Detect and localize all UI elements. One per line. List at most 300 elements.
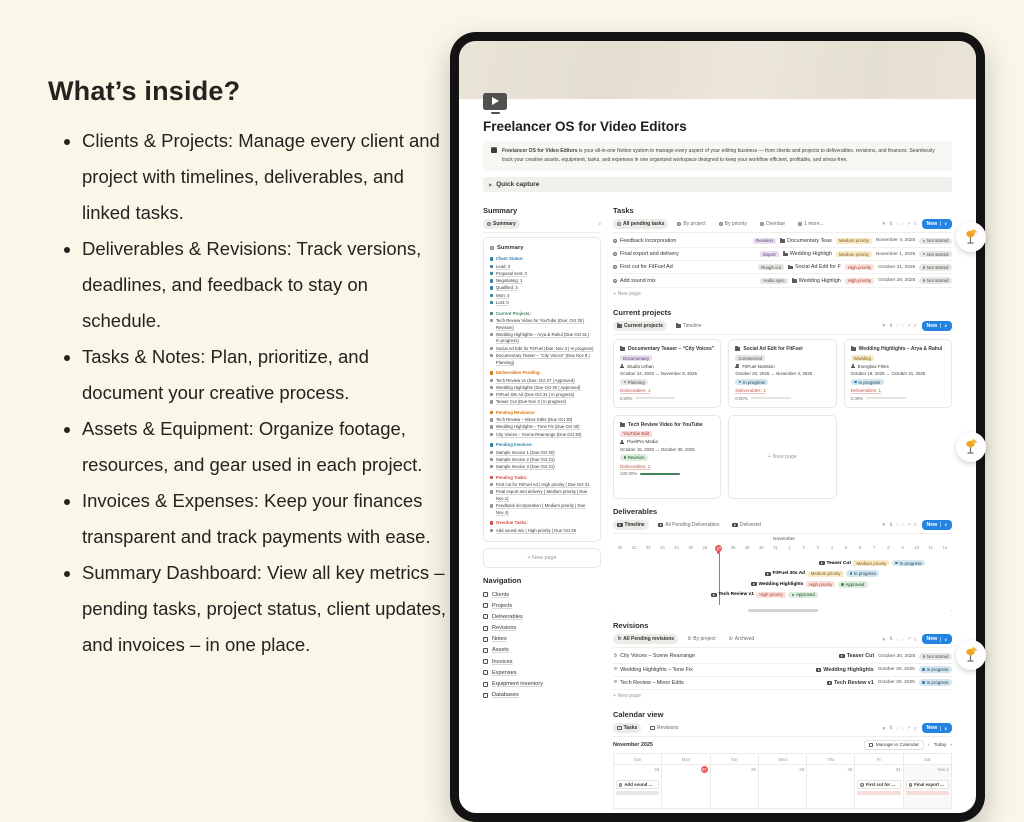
new-button[interactable]: New ∨ [922,723,952,733]
client-icon [851,364,855,368]
view-icon [798,222,802,226]
callout-text: Freelancer OS for Video Editors is your all-in-one Notion system to manage every aspect of your editing business — from clients and projects to deliverables, revisions, and finances. Seamlessly track your creative assets, equipment, tasks, and expenses in one organized workspace designed to keep your workflow efficient, profitable, and stress-free. [502,148,935,163]
more-options-icon[interactable]: ≡ [598,221,601,226]
revisions-heading: Revisions [613,620,649,630]
calendar-cell[interactable] [662,765,710,809]
summary-heading: Summary [483,205,518,215]
line-icon [490,393,493,396]
calendar-date: 28 [750,767,756,773]
due-date: October 31, 2025 [878,264,916,270]
priority-tag: High priority [756,592,785,598]
feature-list-item: • Clients & Projects: Manage every client and project with timelines, deliverables, and linked tasks. [82,123,448,231]
status-pill: In progress [892,560,925,567]
db-control-icon[interactable]: ⇅ [889,725,893,731]
timeline-day: 23 [660,544,665,550]
db-control-icon[interactable]: ⇅ [889,636,893,642]
progress-percent: 0.00% [735,395,748,401]
chevron-down-icon[interactable]: ∨ [940,637,947,642]
revision-row[interactable]: ↻ City Voices – Scene Rearrange Teaser Cut October 30, 2025 Not started [613,650,952,663]
db-control-icon[interactable]: ⇅ [889,521,893,527]
db-control-icon[interactable]: ○ [901,323,904,329]
new-button[interactable]: New ∨ [922,321,952,331]
project-type-tag: Documentary [620,355,652,361]
task-type-tag: Export [760,251,779,257]
task-row[interactable]: Final export and delivery Export Wedding Highligh Medium priority November 1, 2025 Not started [613,248,952,261]
line-icon [490,521,493,524]
nav-item[interactable]: Clients [483,589,601,600]
priority-tag: High priority [845,264,874,270]
db-control-icon[interactable]: ▼ [881,323,887,329]
timeline-scrollbar[interactable] [613,608,952,613]
page-icon-monitor-play [483,93,507,110]
deliverable-icon [839,654,845,658]
task-row[interactable]: Feedback incorporation Revision Documentary Teas Medium priority November 4, 2025 Not started [613,235,952,248]
calendar-day-header: Fri [855,754,903,765]
project-type-tag: Commercial [735,355,764,361]
view-icon [617,324,622,328]
status-dot [850,572,853,575]
timeline-day: 22 [645,544,651,550]
deliverables-timeline[interactable] [613,537,952,613]
calendar-event[interactable]: Add sound ... [616,780,659,789]
progress-bar [751,397,791,399]
status-dot [923,253,926,256]
new-page-card[interactable]: + New page [483,548,601,568]
db-control-icon[interactable]: ↗ [907,322,911,328]
nav-item-icon [483,603,488,608]
feature-list [48,123,448,663]
feature-list-item: • Summary Dashboard: View all key metrics – pending tasks, project status, client updates, and invoices – in one place. [82,555,448,663]
deliverable-icon [711,593,717,597]
timeline-day: 24 [674,544,679,550]
timeline-bar[interactable]: Teaser Cut Medium priority In progress [819,559,952,568]
timeline-day: 2 [802,544,805,550]
notion-screen [459,41,976,813]
project-card[interactable]: Social Ad Edit for FitFuel Commercial FitFuel Nutrition October 20, 2025 → November 3, 2025 In progress Deliverables: 1 0.00% [728,339,836,408]
toggle-arrow-icon[interactable]: ▶ [489,181,493,187]
event-icon [619,783,622,786]
db-control-icon[interactable]: ≡ [913,221,917,227]
nav-item-icon [483,626,488,631]
summary-line: Pending Revisions: [490,410,594,417]
view-icon [760,222,764,226]
project-card[interactable]: Documentary Teaser – “City Voices” Documentary Studio Urban October 24, 2025 → November 8, 2025 Planning Deliverables: 1 0.00% [613,339,721,408]
db-control-icon[interactable]: ↑ [895,221,899,227]
new-page-row[interactable]: + New page [613,692,641,699]
db-control-icon[interactable]: ↑ [895,522,899,528]
nav-item[interactable]: Databases [483,690,601,701]
feature-list-item: • Invoices & Expenses: Keep your finances transparent and track payments with ease. [82,483,448,555]
line-icon [490,301,493,304]
view-icon [676,324,681,328]
nav-item[interactable]: Deliverables [483,611,601,622]
line-icon [490,476,493,479]
feature-list-item: • Deliverables & Revisions: Track versions, deadlines, and feedback to stay on schedule. [82,231,448,339]
revisions-view-tab[interactable]: ↻ All Pending revisions [613,634,678,644]
calendar-event[interactable]: First cut for ... [857,780,900,789]
nav-item-icon [483,682,488,687]
summary-line: Deliverables Pending: [490,370,594,377]
view-icon [719,222,723,226]
db-control-icon[interactable]: ↗ [907,220,911,226]
projects-heading: Current projects [613,307,672,317]
calendar-date: 30 [847,767,853,773]
db-control-icon[interactable]: ↗ [907,725,911,731]
event-icon [909,783,912,786]
scrollbar-thumb[interactable] [748,609,818,612]
status-dot [739,381,742,384]
chevron-down-icon[interactable]: ∨ [940,726,947,731]
nav-item-icon [483,693,488,698]
nav-item[interactable]: Projects [483,600,601,611]
tasks-view-tab[interactable]: By project [673,219,709,229]
calendar-day-header: Thu [807,754,855,765]
new-button[interactable]: New ∨ [922,634,952,644]
deliverables-toolbar [613,520,952,534]
status-dot [854,381,857,384]
feature-list-item: • Tasks & Notes: Plan, prioritize, and document your creative process. [82,339,448,411]
status-pill: In progress [919,666,952,673]
summary-line: Sample Invoice 2 (Due Oct 31) [490,457,594,464]
calendar-cell[interactable] [904,765,952,809]
line-icon [490,490,493,493]
nav-item-icon [483,592,488,597]
priority-tag: High priority [806,581,835,587]
calendar-cell[interactable] [711,765,759,809]
new-page-card[interactable]: + New page [728,415,836,499]
projects-view-tab[interactable]: Current projects [613,321,667,331]
deliverables-count: Deliverables: 1 [850,387,882,393]
timeline-day: 31 [773,544,778,550]
project-card[interactable]: Tech Review Video for YouTube YouTube Edit PixelPro Media October 15, 2025 → October 30, 2025 Revision Deliverables: 2 100.00% [613,415,721,499]
status-pill: In progress [735,379,768,386]
db-control-icon[interactable]: ○ [901,522,904,528]
whats-inside-panel [48,76,448,663]
deliverables-view-tab[interactable]: All Pending Deliverables [654,520,724,530]
calendar-cell[interactable] [855,765,903,809]
summary-line: Negotiating: 1 [490,278,594,285]
timeline-day: 6 [858,544,862,550]
nav-item[interactable]: Invoices [483,656,601,667]
task-icon [613,265,617,269]
summary-line: Current Projects: [490,311,594,318]
db-control-icon[interactable]: ○ [901,636,904,642]
status-pill: In progress [846,570,879,577]
timeline-day: 27 [716,545,722,551]
status-pill: In progress [851,379,884,386]
summary-line: Sample Invoice 1 (Due Oct 30) [490,450,594,457]
deliverable-icon [751,582,757,586]
notion-page-title: Freelancer OS for Video Editors [483,119,687,134]
progress-bar [866,397,906,399]
view-icon [677,222,681,226]
calendar-icon [869,743,874,747]
line-icon [490,433,493,436]
timeline-month-label: November [773,536,796,542]
revisions-toolbar [613,634,952,648]
bird-badge [956,640,986,670]
calendar-view-tab[interactable]: Revisions [646,723,682,733]
tasks-view-tab[interactable]: 1 more... [794,219,828,229]
view-icon [729,637,733,642]
line-icon [490,465,493,468]
progress-bar [640,473,680,475]
status-dot [922,668,925,671]
db-control-icon[interactable]: ○ [901,221,904,227]
project-type-tag: YouTube Edit [620,431,652,437]
projects-toolbar [613,321,952,335]
db-control-icon[interactable]: ▼ [881,725,887,731]
view-icon [617,523,623,527]
line-icon [490,529,493,532]
calendar-event[interactable]: Final export ... [906,780,949,789]
manage-in-calendar-button[interactable]: Manage in Calendar [864,740,924,750]
summary-line: Wedding Highlights – Tone Fix (Due Oct 30) [490,424,594,431]
nav-item[interactable]: Notes [483,634,601,645]
client-icon [735,364,739,368]
calendar-toolbar [613,723,952,737]
folder-icon [851,347,856,351]
db-control-icon[interactable]: ⇅ [889,322,893,328]
tasks-view-tab[interactable]: By priority [715,219,751,229]
line-icon [490,411,493,414]
deliverables-count: Deliverables: 2 [620,463,651,469]
revisions-view-tab[interactable]: ↻ Archived [725,634,759,644]
folder-icon [620,347,625,351]
timeline-day-numbers [613,545,952,552]
tab-summary[interactable]: Summary [483,219,520,229]
db-control-icon[interactable]: ≡ [913,323,917,329]
due-date: November 1, 2025 [875,251,916,257]
db-control-icon[interactable]: ≡ [913,725,917,731]
revisions-view-tab[interactable]: ↻ By project [683,634,719,644]
db-control-icon[interactable]: ⇅ [889,220,893,226]
calendar-date: 31 [895,767,901,773]
db-control-icon[interactable]: ≡ [913,522,917,528]
timeline-day: 25 [688,544,694,550]
client-icon [620,440,624,444]
intro-callout [483,141,952,171]
db-control-icon[interactable]: ↗ [907,521,911,527]
feature-list-item: • Assets & Equipment: Organize footage, resources, and gear used in each project. [82,411,448,483]
priority-tag: Medium priority [836,251,872,257]
line-icon [490,386,493,389]
task-type-tag: Revision [753,238,776,244]
summary-line: Tech Review – Minor Edits (Due Oct 30) [490,417,594,424]
project-card[interactable]: Wedding Highlights – Arya & Rahul Wedding Everglow Films October 18, 2025 → October 31, 2025 In progress Deliverables: 1 0.00% [844,339,952,408]
nav-item[interactable]: Assets [483,645,601,656]
summary-card[interactable] [483,237,601,542]
folder-icon [792,279,797,283]
line-icon [490,333,493,336]
priority-tag: High priority [845,278,874,284]
priority-tag: Medium priority [853,560,889,566]
page-cover-image [459,41,976,99]
calendar-day-header: Sat [904,754,952,765]
tasks-view-tab[interactable]: Overdue [756,219,789,229]
timeline-day: 26 [702,544,708,550]
new-button[interactable]: New ∨ [922,219,952,229]
task-row[interactable]: First cut for FitFuel Ad Rough cut Social Ad Edit for F High priority October 31, 2025 Not started [613,261,952,274]
navigation-heading: Navigation [483,575,522,585]
calendar-cell[interactable] [759,765,807,809]
line-icon [490,504,493,507]
line-icon [490,265,493,268]
db-control-icon[interactable]: ≡ [913,636,917,642]
quick-capture-toggle[interactable]: ▶ Quick capture [483,177,952,192]
deliverable-icon [827,681,833,685]
line-icon [490,294,493,297]
deliverable-icon [819,561,825,565]
db-control-icon[interactable]: ↑ [895,323,899,329]
view-icon [650,726,655,730]
nav-item[interactable]: Revisions [483,623,601,634]
view-icon [617,222,621,226]
calendar-day-header: Mon [662,754,710,765]
line-icon [490,418,493,421]
timeline-day: 20 [617,544,623,550]
bird-icon [961,227,981,247]
bird-icon [961,437,981,457]
deliverables-view-tab[interactable]: Delivered [728,520,765,530]
summary-line: FitFuel 30s Ad (Due Oct 31 | In progress) [490,392,594,399]
revision-row[interactable]: ↻ Tech Review – Minor Edits Tech Review v1 October 30, 2025 In progress [613,677,952,690]
db-control-icon[interactable]: ▼ [881,221,887,227]
timeline-day: 12 [942,544,948,550]
progress-percent: 0.00% [620,395,633,401]
deliverables-count: Deliverables: 1 [735,387,766,393]
date-range: October 18, 2025 → October 31, 2025 [850,371,926,377]
deliverables-count: Deliverables: 1 [620,387,651,393]
calendar-cell[interactable] [614,765,662,809]
line-icon [490,354,493,357]
summary-line: Client Status: [490,256,594,263]
revision-icon [613,680,617,685]
chevron-down-icon[interactable]: ∨ [940,522,947,527]
summary-icon [490,246,494,250]
status-pill: Approved [838,581,868,588]
tasks-view-tab[interactable]: All pending tasks [613,219,668,229]
status-pill: Not started [919,277,952,284]
today-button[interactable]: Today [933,742,947,748]
timeline-bar[interactable]: Tech Review v1 High priority Approved [711,590,952,599]
task-icon [613,239,617,243]
db-control-icon[interactable]: ↗ [907,636,911,642]
db-control-icon[interactable]: ↑ [895,725,899,731]
due-date: November 4, 2025 [875,238,916,244]
summary-line: Overdue Tasks: [490,520,594,527]
summary-line: Proposal sent: 0 [490,271,594,278]
timeline-bar[interactable]: FitFuel 30s Ad Medium priority In progress [765,569,952,578]
timeline-day: 28 [730,544,736,550]
folder-icon [780,239,785,243]
folder-icon [620,423,625,427]
calendar-date: Nov 1 [937,767,949,773]
chevron-down-icon[interactable]: ∨ [940,221,947,226]
folder-icon [735,347,740,351]
revision-row[interactable]: ↻ Wedding Highlights – Tone Fix Wedding Highlights October 30, 2025 In progress [613,664,952,677]
summary-line: Tech Review Video for YouTube (Due: Oct 30 | Revision) [490,318,594,331]
prev-month-icon[interactable]: ‹ [927,742,930,748]
due-date: October 30, 2025 [878,653,916,659]
summary-line: Final export and delivery ( Medium priority | Due Nov 1) [490,489,594,502]
db-control-icon[interactable]: ○ [901,725,904,731]
summary-line: Sample Invoice 3 (Due Oct 31) [490,464,594,471]
task-row[interactable]: Add sound mix Audio sync Wedding Highligh High priority October 26, 2025 Not started [613,274,952,287]
line-icon [490,400,493,403]
calendar-event-stub [857,791,900,796]
next-month-icon[interactable]: › [950,742,952,748]
page-title: What’s inside? [48,76,241,106]
nav-item[interactable]: Expenses [483,667,601,678]
deliverables-view-tab[interactable]: Timeline [613,520,649,530]
bird-badge [956,222,986,252]
nav-item[interactable]: Equipment inventory [483,678,601,689]
status-pill: Not started [919,653,952,660]
summary-line: City Voices – Scene Rearrange (Due Oct 30) [490,432,594,439]
view-icon [687,637,691,642]
folder-icon [788,266,793,270]
calendar-cell[interactable] [807,765,855,809]
summary-line: Lost: 0 [490,300,594,307]
tasks-heading: Tasks [613,205,634,215]
line-icon [490,379,493,382]
task-icon [613,279,617,283]
timeline-day: 29 [744,544,750,550]
calendar-day-header: Sun [614,754,662,765]
timeline-day: 21 [631,544,637,550]
clapperboard-icon [491,148,497,153]
summary-line: Add sound mix | High priority | Due Oct 26 [490,528,594,535]
summary-line: Teaser Cut (Due Nov 3 | In progress) [490,399,594,406]
scroll-right-icon[interactable]: › [950,607,952,613]
calendar-view-tab[interactable]: Tasks [613,723,641,733]
nav-item-icon [483,637,488,642]
db-control-icon[interactable]: ▼ [881,636,887,642]
summary-line: Pending Invoices: [490,442,594,449]
timeline-day: 3 [816,544,819,550]
event-icon [860,783,863,786]
db-control-icon[interactable]: ↑ [895,636,899,642]
new-button[interactable]: New ∨ [922,520,952,530]
revisions-table [613,650,952,690]
calendar-event-stub [616,791,659,796]
db-controls [882,221,917,227]
status-dot [923,266,926,269]
tablet-mockup [450,32,985,822]
deliverable-icon [816,668,822,672]
due-date: October 30, 2025 [877,667,915,673]
priority-tag: Medium priority [808,571,844,577]
summary-line: Lead: 0 [490,264,594,271]
status-pill: Approved [788,592,818,599]
line-icon [490,347,493,350]
nav-item-icon [483,659,488,664]
timeline-day: 30 [758,544,764,550]
calendar-day-header: Tue [711,754,759,765]
calendar-day-header: Wed [759,754,807,765]
summary-line: Documentary Teaser – “City Voices” (Due Nov 8 | Planning) [490,353,594,366]
db-control-icon[interactable]: ▼ [881,522,887,528]
projects-view-tab[interactable]: Timeline [672,321,706,331]
new-page-row[interactable]: + New page [613,290,641,297]
revision-icon [613,667,617,672]
timeline-bar[interactable]: Wedding Highlights High priority Approved [751,580,952,589]
summary-line: Wedding Highlights (Due Oct 30 | Approved) [490,385,594,392]
scroll-left-icon[interactable]: ‹ [613,607,615,613]
line-icon [490,272,493,275]
chevron-down-icon[interactable]: ∨ [940,323,947,328]
